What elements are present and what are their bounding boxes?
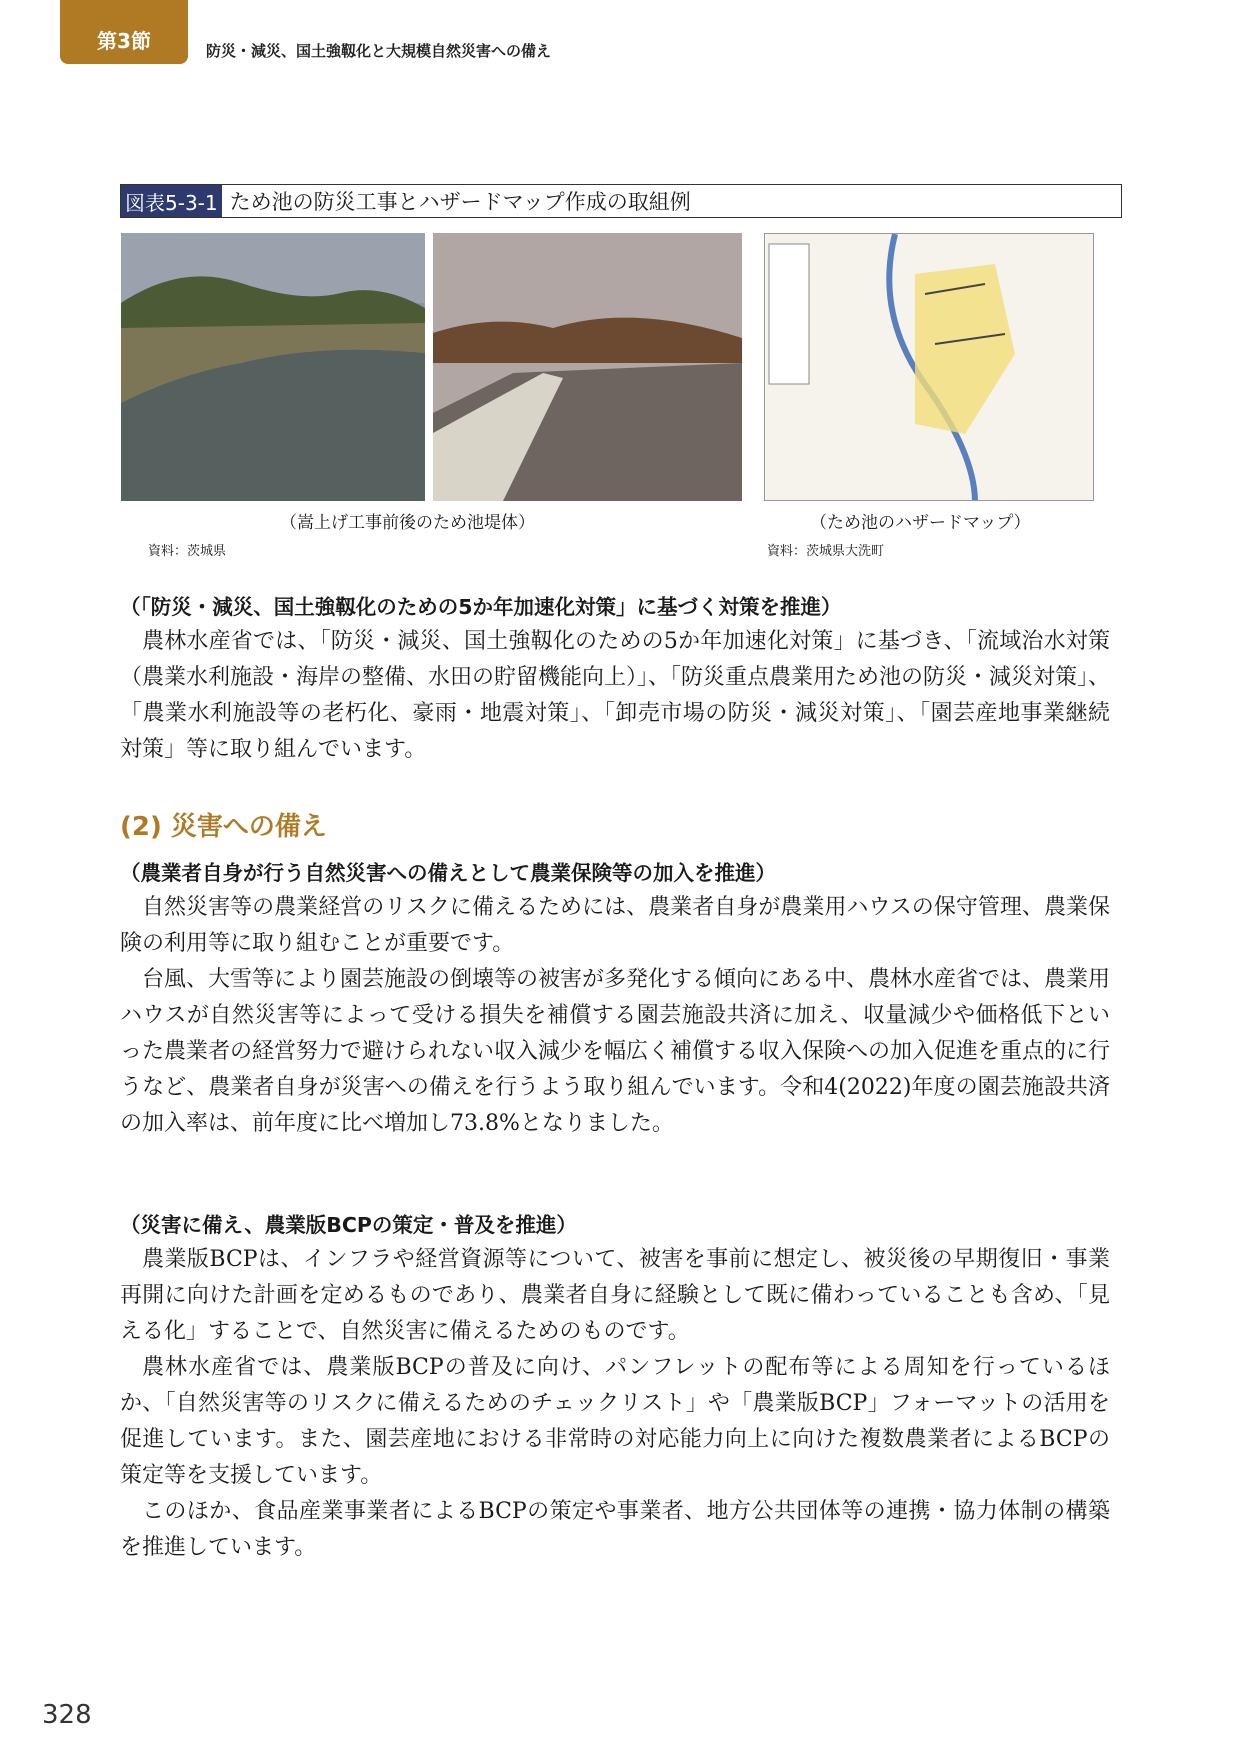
- figure-caption: [120, 184, 1122, 218]
- figure-title: ため池の防災工事とハザードマップ作成の取組例: [229, 190, 691, 214]
- pond-after-photo: [433, 233, 742, 501]
- paragraph-5yr-plan: 農林水産省では、「防災・減災、国土強靱化のための5か年加速化対策」に基づき、「流域治水対策（農業水利施設・海岸の整備、水田の貯留機能向上）」、「防災重点農業用ため池の防災・減災対策」、「農業水利施設等の老朽化、豪雨・地震対策」、「卸売市場の防災・減災対策」、「園芸産地事業継続対策」等に取り組んでいます。: [120, 629, 1111, 762]
- section-tab: 第3節: [60, 0, 188, 64]
- paragraph-insurance-2: 台風、大雪等により園芸施設の倒壊等の被害が多発化する傾向にある中、農林水産省では、農業用ハウスが自然災害等によって受ける損失を補償する園芸施設共済に加え、収量減少や価格低下といった農業者の経営努力で避けられない収入減少を幅広く補償する収入保険への加入促進を重点的に行うなど、農業者自身が災害への備えを行うよう取り組んでいます。令和4(2022)年度の園芸施設共済の加入率は、前年度に比べ増加し73.8%となりました。: [120, 967, 1111, 1136]
- hazard-map: [764, 233, 1094, 501]
- map-source: 資料：茨城県大洗町: [767, 544, 885, 559]
- page-number: 328: [42, 1700, 92, 1730]
- paragraph-bcp-1: 農業版BCPは、インフラや経営資源等について、被害を事前に想定し、被災後の早期復旧・事業再開に向けた計画を定めるものであり、農業者自身に経験として既に備わっていることも含め、「見える化」することで、自然災害に備えるためのものです。: [120, 1247, 1110, 1344]
- pond-before-photo: [121, 233, 425, 501]
- heading-bcp: （災害に備え、農業版BCPの策定・普及を推進）: [120, 1213, 577, 1237]
- paragraph-insurance-1: 自然災害等の農業経営のリスクに備えるためには、農業者自身が農業用ハウスの保守管理、農業保険の利用等に取り組むことが重要です。: [120, 895, 1110, 956]
- photo-source: 資料：茨城県: [148, 544, 227, 559]
- heading-5yr-plan: （「防災・減災、国土強靱化のための5か年加速化対策」に基づく対策を推進）: [120, 595, 842, 619]
- heading-insurance: （農業者自身が行う自然災害への備えとして農業保険等の加入を推進）: [120, 861, 776, 885]
- subsection-title: (2) 災害への備え: [120, 812, 327, 842]
- running-header: 防災・減災、国土強靱化と大規模自然災害への備え: [206, 42, 552, 60]
- map-caption: （ため池のハザードマップ）: [810, 513, 1031, 533]
- photo-caption: （嵩上げ工事前後のため池堤体）: [280, 513, 535, 533]
- figure-label: 図表5-3-1: [121, 185, 222, 217]
- paragraph-bcp-3: このほか、食品産業事業者によるBCPの策定や事業者、地方公共団体等の連携・協力体制の構築を推進しています。: [120, 1499, 1110, 1560]
- paragraph-bcp-2: 農林水産省では、農業版BCPの普及に向け、パンフレットの配布等による周知を行っているほか、「自然災害等のリスクに備えるためのチェックリスト」や「農業版BCP」フォーマットの活用を促進しています。また、園芸産地における非常時の対応能力向上に向けた複数農業者によるBCPの策定等を支援しています。: [120, 1355, 1110, 1488]
